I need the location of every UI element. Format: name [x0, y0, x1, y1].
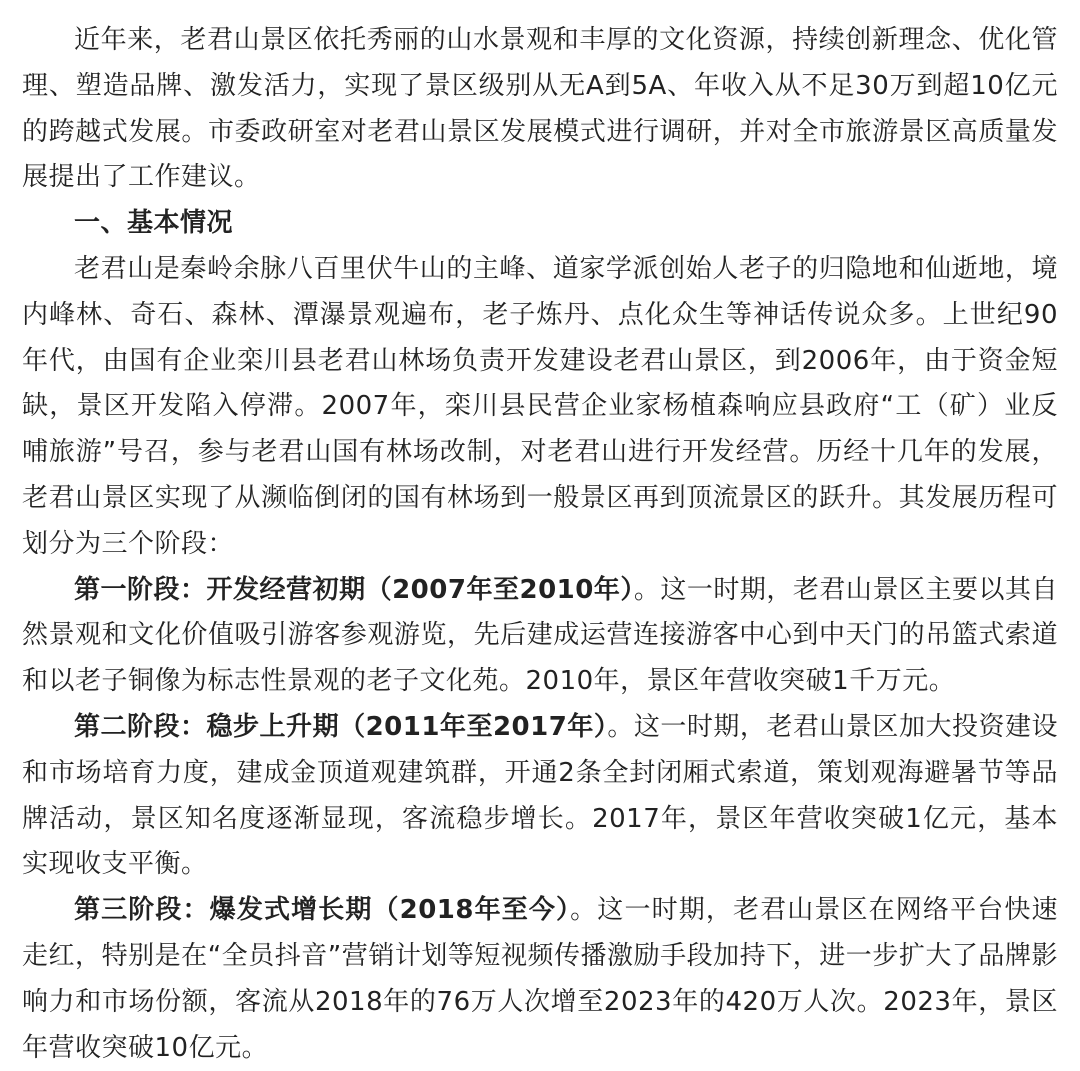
- stage-2-body: 。这一时期，老君山景区加大投资建设和市场培育力度，建成金顶道观建筑群，开通2条全封闭厢式索道，策划观海避暑节等品牌活动，景区知名度逐渐显现，客流稳步增长。2017年，景区年营收突破1亿元，基本实现收支平衡。: [22, 711, 1058, 880]
- stage-2-title: 第二阶段：稳步上升期（2011年至2017年）: [74, 711, 608, 742]
- stage-1-paragraph: [22, 568, 1058, 705]
- stage-3-paragraph: [22, 888, 1058, 1071]
- section-heading: 一、基本情况: [74, 208, 234, 239]
- intro-paragraph: 近年来，老君山景区依托秀丽的山水景观和丰厚的文化资源，持续创新理念、优化管理、塑造品牌、激发活力，实现了景区级别从无A到5A、年收入从不足30万到超10亿元的跨越式发展。市委政研室对老君山景区发展模式进行调研，并对全市旅游景区高质量发展提出了工作建议。: [22, 25, 1058, 193]
- stage-2-paragraph: [22, 705, 1058, 888]
- stage-1-body: 。这一时期，老君山景区主要以其自然景观和文化价值吸引游客参观游览，先后建成运营连接游客中心到中天门的吊篮式索道和以老子铜像为标志性景观的老子文化苑。2010年，景区年营收突破1千万元。: [22, 574, 1058, 697]
- stage-3-title: 第三阶段：爆发式增长期（2018年至今）: [74, 895, 571, 926]
- background-paragraph: 老君山是秦岭余脉八百里伏牛山的主峰、道家学派创始人老子的归隐地和仙逝地，境内峰林、奇石、森林、潭瀑景观遍布，老子炼丹、点化众生等神话传说众多。上世纪90年代，由国有企业栾川县老君山林场负责开发建设老君山景区，到2006年，由于资金短缺，景区开发陷入停滞。2007年，栾川县民营企业家杨植森响应县政府“工（矿）业反哺旅游”号召，参与老君山国有林场改制，对老君山进行开发经营。历经十几年的发展，老君山景区实现了从濒临倒闭的国有林场到一般景区再到顶流景区的跃升。其发展历程可划分为三个阶段：: [22, 253, 1058, 559]
- stage-3-body: 。这一时期，老君山景区在网络平台快速走红，特别是在“全员抖音”营销计划等短视频传播激励手段加持下，进一步扩大了品牌影响力和市场份额，客流从2018年的76万人次增至2023年的420万人次。2023年，景区年营收突破10亿元。: [22, 895, 1058, 1063]
- stage-1-title: 第一阶段：开发经营初期（2007年至2010年）: [74, 574, 634, 605]
